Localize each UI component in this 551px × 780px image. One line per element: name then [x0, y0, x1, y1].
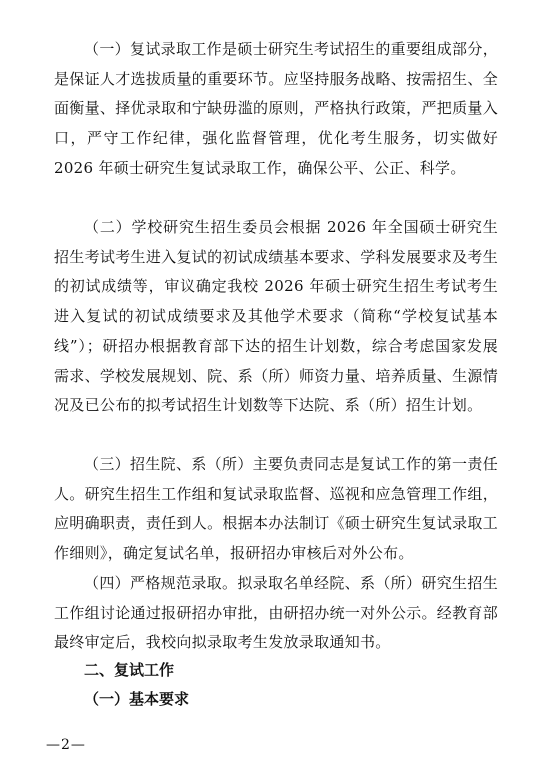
paragraph-3: （三）招生院、系（所）主要负责同志是复试工作的第一责任人。研究生招生工作组和复试录取监督、巡视和应急管理工作组，应明确职责，责任到人。根据本办法制订《硕士研究生复试录取工作细则》，确定复试名单，报研招办审核后对外公布。 [54, 455, 498, 563]
paragraph-2: （二）学校研究生招生委员会根据 2026 年全国硕士研究生招生考试考生进入复试的初试成绩基本要求、学科发展要求及考生的初试成绩等，审议确定我校 2026 年硕士研究生招生考试考生进入复试的初试成绩要求及其他学术要求（简称“学校复试基本线”）；研招办根据教育部下达的招生计划数，综合考虑国家发展需求、学校发展规划、院、系（所）师资力量、培养质量、生源情况及已公布的拟考试招生计划数等下达院、系（所）招生计划。 [54, 218, 498, 415]
page-number: —2— [46, 737, 86, 753]
paragraph-1: （一）复试录取工作是硕士研究生考试招生的重要组成部分，是保证人才选拔质量的重要环节。应坚持服务战略、按需招生、全面衡量、择优录取和宁缺毋滥的原则，严格执行政策，严把质量入口，严守工作纪律，强化监督管理，优化考生服务，切实做好 2026 年硕士研究生复试录取工作，确保公平、公正、科学。 [54, 40, 498, 177]
section-heading: 二、复试工作 [84, 661, 175, 679]
paragraph-4: （四）严格规范录取。拟录取名单经院、系（所）研究生招生工作组讨论通过报研招办审批，由研招办统一对外公示。经教育部最终审定后，我校向拟录取考生发放录取通知书。 [54, 574, 498, 652]
subsection-heading: （一）基本要求 [84, 690, 190, 708]
